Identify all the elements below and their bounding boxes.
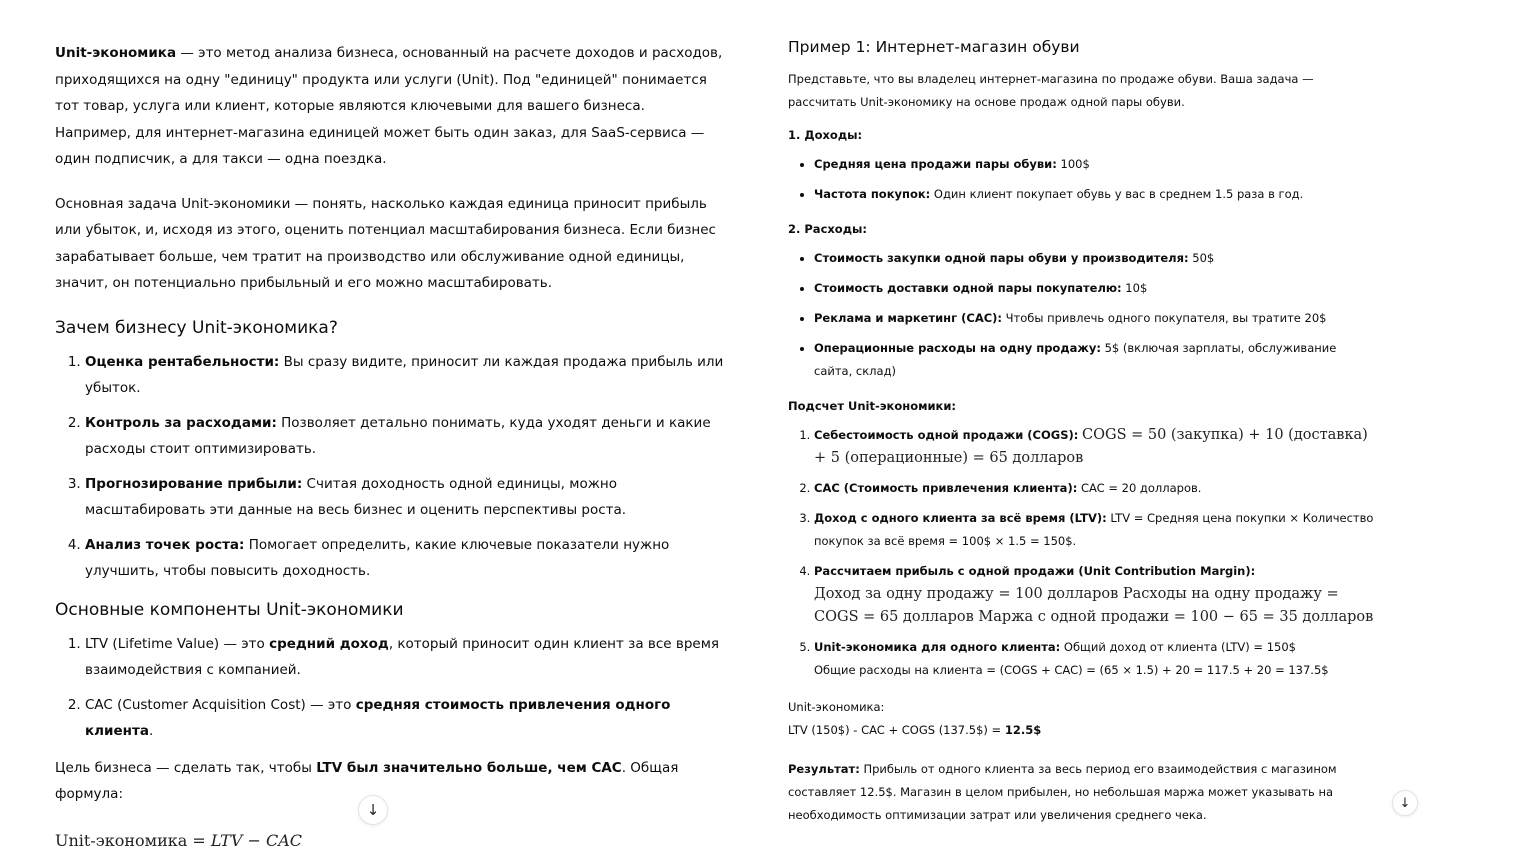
example-title: Пример 1: Интернет-магазин обуви [788, 38, 1080, 56]
list-item: • Частота покупок: Один клиент покупает обувь у вас в среднем 1.5 раза в год. [814, 183, 1378, 206]
arrow-down-icon: ↓ [1399, 795, 1411, 811]
list-item: 3. Доход с одного клиента за всё время (LTV): LTV = Средняя цена покупки × Количество покупок за всё время = 100$ × 1.5 = 150$. [814, 507, 1378, 553]
list-item: 1. Оценка рентабельности: Вы сразу видите, приносит ли каждая продажа прибыль или убыток. [85, 349, 725, 402]
left-message [55, 40, 725, 854]
why-list [55, 349, 725, 585]
calc-list [788, 424, 1378, 682]
list-item: • Средняя цена продажи пары обуви: 100$ [814, 153, 1378, 176]
unit-heading: Unit-экономика: [788, 700, 885, 714]
list-item: 4. Анализ точек роста: Помогает определить, какие ключевые показатели нужно улучшить, чтобы повысить доходность. [85, 532, 725, 585]
list-item: 1. LTV (Lifetime Value) — это средний доход, который приносит один клиент за все время взаимодействия с компанией. [85, 631, 725, 684]
list-item: 1. Себестоимость одной продажи (COGS): COGS = 50 (закупка) + 10 (доставка) + 5 (операционные) = 65 долларов [814, 424, 1378, 470]
example-intro: Представьте, что вы владелец интернет-магазина по продаже обуви. Ваша задача — рассчитать Unit-экономику на основе продаж одной пары обуви. [788, 72, 1314, 109]
components-list [55, 631, 725, 745]
list-item: • Стоимость закупки одной пары обуви у производителя: 50$ [814, 247, 1378, 270]
income-heading: 1. Доходы: [788, 128, 863, 142]
unit-formula-line: LTV (150$) - CAC + COGS (137.5$) = 12.5$ [788, 723, 1042, 737]
list-item: 2. CAC (Customer Acquisition Cost) — это средняя стоимость привлечения одного клиента. [85, 692, 725, 745]
unit-formula: Unit-экономика = LTV − CAC [55, 830, 303, 850]
formula-intro: Цель бизнеса — сделать так, чтобы LTV был значительно больше, чем CAC. Общая формула: [55, 759, 679, 802]
list-item: • Реклама и маркетинг (CAC): Чтобы привлечь одного покупателя, вы тратите 20$ [814, 307, 1378, 330]
expenses-heading: 2. Расходы: [788, 222, 867, 236]
scroll-down-button-right[interactable] [1392, 790, 1418, 816]
list-item: • Операционные расходы на одну продажу: 5$ (включая зарплаты, обслуживание сайта, склад) [814, 337, 1378, 383]
goal-paragraph: Основная задача Unit-экономики — понять, насколько каждая единица приносит прибыль или убыток, и, исходя из этого, оценить потенциал масштабирования бизнеса. Если бизнес зарабатывает больше, чем тратит на производство или обслуживание одной единицы, значит, он потенциально прибыльный и его можно масштабировать. [55, 195, 716, 291]
arrow-down-icon: ↓ [366, 801, 380, 819]
intro-paragraph: Unit-экономика — это метод анализа бизнеса, основанный на расчете доходов и расходов, приходящихся на одну "единицу" продукта или услуги (Unit). Под "единицей" понимается тот товар, услуга или клиент, которые являются ключевыми для вашего бизнеса. Например, для интернет-магазина единицей может быть один заказ, для SaaS-сервиса — один подписчик, а для такси — одна поездка. [55, 45, 723, 167]
list-item: 4. Рассчитаем прибыль с одной продажи (Unit Contribution Margin): Доход за одну продажу = 100 долларов Расходы на одну продажу = COGS = 65 долларов Маржа с одной продажи = 100 − 65 = 35 долларов [814, 560, 1378, 629]
right-message [788, 34, 1378, 837]
list-item: 5. Unit-экономика для одного клиента: Общий доход от клиента (LTV) = 150$ Общие расходы на клиента = (COGS + CAC) = (65 × 1.5) + 20 = 117.5 + 20 = 137.5$ [814, 636, 1378, 682]
result-paragraph: Результат: Прибыль от одного клиента за весь период его взаимодействия с магазином составляет 12.5$. Магазин в целом прибылен, но небольшая маржа может указывать на необходимость оптимизации затрат или увеличения среднего чека. [788, 762, 1337, 822]
list-item: 3. Прогнозирование прибыли: Считая доходность одной единицы, можно масштабировать эти данные на весь бизнес и оценить перспективы роста. [85, 471, 725, 524]
expenses-list [788, 247, 1378, 383]
income-list [788, 153, 1378, 206]
list-item: 2. CAC (Стоимость привлечения клиента): CAC = 20 долларов. [814, 477, 1378, 500]
components-heading: Основные компоненты Unit-экономики [55, 599, 404, 620]
list-item: • Стоимость доставки одной пары покупателю: 10$ [814, 277, 1378, 300]
calc-heading: Подсчет Unit-экономики: [788, 399, 957, 413]
scroll-down-button[interactable] [358, 795, 388, 825]
list-item: 2. Контроль за расходами: Позволяет детально понимать, куда уходят деньги и какие расходы стоит оптимизировать. [85, 410, 725, 463]
why-heading: Зачем бизнесу Unit-экономика? [55, 317, 338, 338]
